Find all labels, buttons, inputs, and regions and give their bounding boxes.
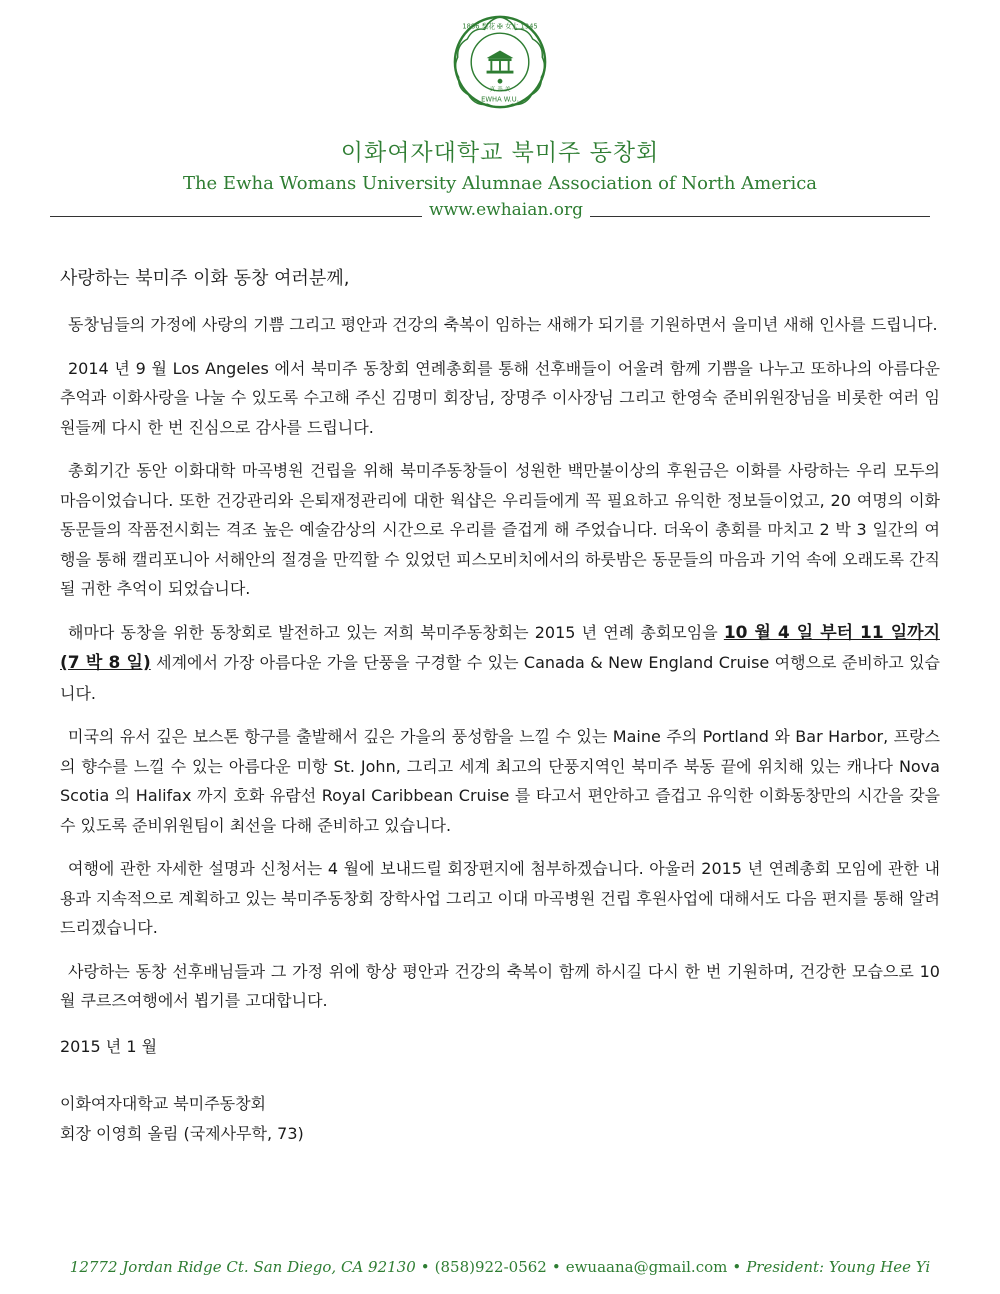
paragraph-6: 여행에 관한 자세한 설명과 신청서는 4 월에 보내드릴 회장편지에 첨부하겠습니다. 아울러 2015 년 연례총회 모임에 관한 내용과 지속적으로 계획하고 있는 북미주동창회 장학사업 그리고 이대 마곡병원 건립 후원사업에 대해서도 다음 편지를 통해 알려드리겠습니다.	[60, 859, 941, 937]
paragraph-4	[60, 618, 940, 709]
paragraph-3: 총회기간 동안 이화대학 마곡병원 건립을 위해 북미주동창들이 성원한 백만불이상의 후원금은 이화를 사랑하는 우리 모두의 마음이었습니다. 또한 건강관리와 은퇴재정관리에 대한 웍샵은 우리들에게 꼭 필요하고 유익한 정보들이었고, 20 여명의 이화동문들의 작품전시회는 격조 높은 예술감상의 시간으로 우리를 즐겁게 해 주었습니다. 더욱이 총회를 마치고 2 박 3 일간의 여행을 통해 캘리포니아 서해안의 절경을 만끽할 수 있었던 피스모비치에서의 하룻밤은 동문들의 마음과 기억 속에 오래도록 간직될 귀한 추억이 되었습니다.	[60, 461, 941, 598]
paragraph-4-text-b: 세계에서 가장 아름다운 가을 단풍을 구경할 수 있는 Canada & New England Cruise 여행으로 준비하고 있습니다.	[60, 653, 941, 703]
paragraph-1: 동창님들의 가정에 사랑의 기쁨 그리고 평안과 건강의 축복이 임하는 새해가 되기를 기원하면서 을미년 새해 인사를 드립니다.	[68, 315, 938, 334]
footer-president: President: Young Hee Yi	[746, 1258, 931, 1276]
org-name-english: The Ewha Womans University Alumnae Association of North America	[182, 173, 818, 194]
signature-org: 이화여자대학교 북미주동창회	[60, 1093, 267, 1113]
footer-separator-3: •	[732, 1258, 742, 1276]
footer-phone: (858)922-0562	[434, 1258, 547, 1276]
footer-contact	[0, 1258, 1000, 1276]
letter-date: 2015 년 1 월	[60, 1036, 158, 1056]
footer-email[interactable]: ewuaana@gmail.com	[565, 1258, 728, 1276]
svg-text:EWHA W.U.: EWHA W.U.	[481, 95, 519, 104]
svg-text:1886 梨花 ✠ 女大 1945: 1886 梨花 ✠ 女大 1945	[462, 22, 538, 31]
paragraph-4-text-a: 해마다 동창을 위한 동창회로 발전하고 있는 저희 북미주동창회는 2015 년 연례 총회모임을	[68, 622, 724, 642]
paragraph-7: 사랑하는 동창 선후배님들과 그 가정 위에 항상 평안과 건강의 축복이 함께 하시길 다시 한 번 기원하며, 건강한 모습으로 10 월 쿠르즈여행에서 뵙기를 고대합니다.	[60, 961, 940, 1010]
svg-text:真 善 美: 真 善 美	[489, 86, 511, 93]
paragraph-2: 2014 년 9 월 Los Angeles 에서 북미주 동창회 연례총회를 통해 선후배들이 어울려 함께 기쁨을 나누고 또하나의 아름다운 추억과 이화사랑을 나눌 수 있도록 수고해 주신 김명미 회장님, 장명주 이사장님 그리고 한영숙 준비위원장님을 비롯한 여러 임원들께 다시 한 번 진심으로 감사를 드립니다.	[60, 358, 940, 437]
website-link[interactable]: www.ewhaian.org	[429, 200, 583, 220]
divider-left	[50, 216, 422, 217]
event-dates-highlight: 10 월 4 일 부터 11 일까지 (7 박 8 일)	[60, 622, 940, 673]
signature-name: 회장 이영희 올림 (국제사무학, 73)	[60, 1123, 304, 1143]
divider-right	[590, 216, 930, 217]
footer-separator-2: •	[551, 1258, 561, 1276]
org-name-korean: 이화여자대학교 북미주 동창회	[340, 140, 660, 166]
website-line	[50, 200, 930, 222]
ewha-seal-logo	[452, 14, 548, 110]
greeting: 사랑하는 북미주 이화 동창 여러분께,	[60, 268, 350, 289]
footer-separator-1: •	[420, 1258, 430, 1276]
letter-body	[60, 264, 940, 1149]
footer-address: 12772 Jordan Ridge Ct. San Diego, CA 92130	[69, 1258, 416, 1276]
paragraph-5: 미국의 유서 깊은 보스톤 항구를 출발해서 깊은 가을의 풍성함을 느낄 수 있는 Maine 주의 Portland 와 Bar Harbor, 프랑스의 향수를 느낄 수 있는 아름다운 미항 St. John, 그리고 세계 최고의 단풍지역인 북미주 북동 끝에 위치해 있는 캐나다 Nova Scotia 의 Halifax 까지 호화 유람선 Royal Caribbean Cruise 를 타고서 편안하고 즐겁고 유익한 이화동창만의 시간을 갖을 수 있도록 준비위원팀이 최선을 다해 준비하고 있습니다.	[60, 727, 940, 835]
